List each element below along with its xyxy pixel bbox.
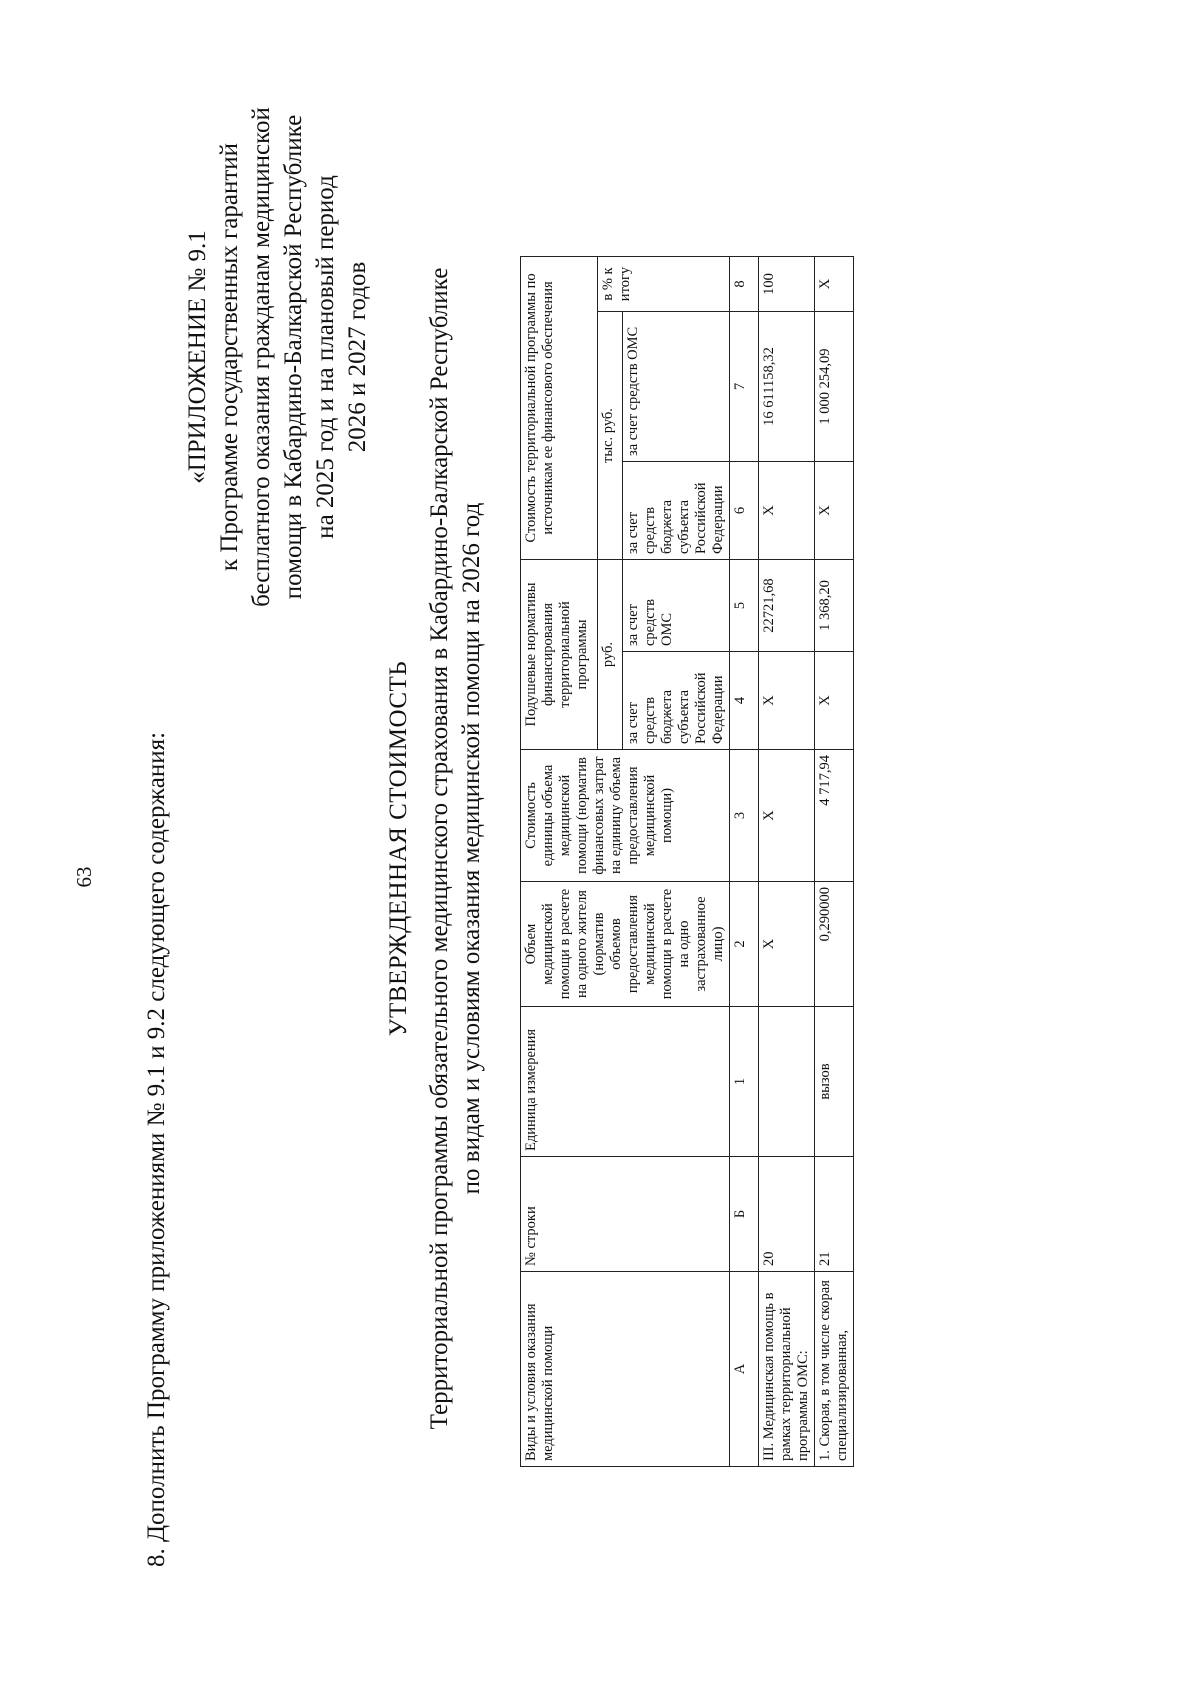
row-percent: X xyxy=(815,257,854,312)
row-per-capita-oms: 1 368,20 xyxy=(815,560,854,652)
appendix-line: 2026 и 2027 годов xyxy=(344,261,371,453)
header-per-capita-budget: за счет средств бюджета субъекта Российской Федерации xyxy=(623,652,730,750)
document-subtitle xyxy=(424,0,488,1697)
document-title: УТВЕРЖДЕННАЯ СТОИМОСТЬ xyxy=(385,660,412,1037)
header-program-cost: Стоимость территориальной программы по источникам ее финансового обеспечения xyxy=(521,257,598,560)
header-percent-total: в % к итогу xyxy=(598,257,730,312)
row-unit-cost: 4 717,94 xyxy=(815,750,854,882)
header-unit-cost: Стоимость единицы объема медицинской помощи (норматив финансовых затрат на единицу объема предоставления медицинской помощи) xyxy=(521,750,730,882)
subtitle-line: по видам и условиям оказания медицинской помощи на 2026 год xyxy=(458,502,485,1195)
appendix-line: «ПРИЛОЖЕНИЕ № 9.1 xyxy=(184,230,211,484)
column-number: 7 xyxy=(730,312,759,462)
header-unit: Единица измерения xyxy=(521,1007,730,1157)
appendix-line: бесплатного оказания гражданам медицинской xyxy=(248,107,275,607)
column-number: 1 xyxy=(730,1007,759,1157)
header-unit-rub: руб. xyxy=(598,560,623,750)
appendix-heading xyxy=(182,17,374,697)
row-per-capita-budget: X xyxy=(815,652,854,750)
column-number: 3 xyxy=(730,750,759,882)
intro-paragraph: 8. Дополнить Программу приложениями № 9.1 и 9.2 следующего содержания: xyxy=(143,731,170,1567)
row-line-number: 20 xyxy=(759,1157,815,1272)
column-number: 8 xyxy=(730,257,759,312)
column-number: 5 xyxy=(730,560,759,652)
row-per-capita-budget: X xyxy=(759,652,815,750)
row-per-capita-oms: 22721,68 xyxy=(759,560,815,652)
row-cost-oms: 16 611158,32 xyxy=(759,312,815,462)
row-cost-budget: X xyxy=(759,462,815,560)
column-number: 4 xyxy=(730,652,759,750)
row-line-number: 21 xyxy=(815,1157,854,1272)
column-number: А xyxy=(730,1272,759,1467)
header-per-capita-oms: за счет средств ОМС xyxy=(623,560,730,652)
row-name: 1. Скорая, в том числе скорая специализированная, xyxy=(815,1272,854,1467)
row-percent: 100 xyxy=(759,257,815,312)
column-number-row xyxy=(730,257,759,1467)
header-per-capita: Подушевые нормативы финансирования территориальной программы xyxy=(521,560,598,750)
cost-table xyxy=(520,256,854,1467)
column-number: Б xyxy=(730,1157,759,1272)
column-number: 6 xyxy=(730,462,759,560)
row-volume: X xyxy=(759,882,815,1007)
table-row xyxy=(815,257,854,1467)
appendix-line: помощи в Кабардино-Балкарской Республике xyxy=(280,114,307,600)
header-unit-thousand-rub: тыс. руб. xyxy=(598,312,623,560)
appendix-line: к Программе государственных гарантий xyxy=(216,142,243,572)
header-services: Виды и условия оказания медицинской помощи xyxy=(521,1272,730,1467)
header-cost-oms: за счет средств ОМС xyxy=(623,312,730,462)
page-number: 63 xyxy=(72,866,96,888)
row-unit xyxy=(759,1007,815,1157)
table-row xyxy=(759,257,815,1467)
column-number: 2 xyxy=(730,882,759,1007)
row-cost-oms: 1 000 254,09 xyxy=(815,312,854,462)
subtitle-line: Территориальной программы обязательного медицинского страхования в Кабардино-Балкарской Республике xyxy=(426,267,453,1430)
row-unit-cost: X xyxy=(759,750,815,882)
row-name: III. Медицинская помощь в рамках территориальной программы ОМС: xyxy=(759,1272,815,1467)
row-unit: вызов xyxy=(815,1007,854,1157)
header-line-number: № строки xyxy=(521,1157,730,1272)
header-volume: Объем медицинской помощи в расчете на одного жителя (норматив объемов предоставления медицинской помощи в расчете на одно застрахованное лицо) xyxy=(521,882,730,1007)
table-header-row xyxy=(521,257,598,1467)
appendix-line: на 2025 год и на плановый период xyxy=(312,175,339,539)
header-cost-budget: за счет средств бюджета субъекта Российской Федерации xyxy=(623,462,730,560)
row-volume: 0,290000 xyxy=(815,882,854,1007)
cost-table-container xyxy=(520,256,854,1467)
row-cost-budget: X xyxy=(815,462,854,560)
